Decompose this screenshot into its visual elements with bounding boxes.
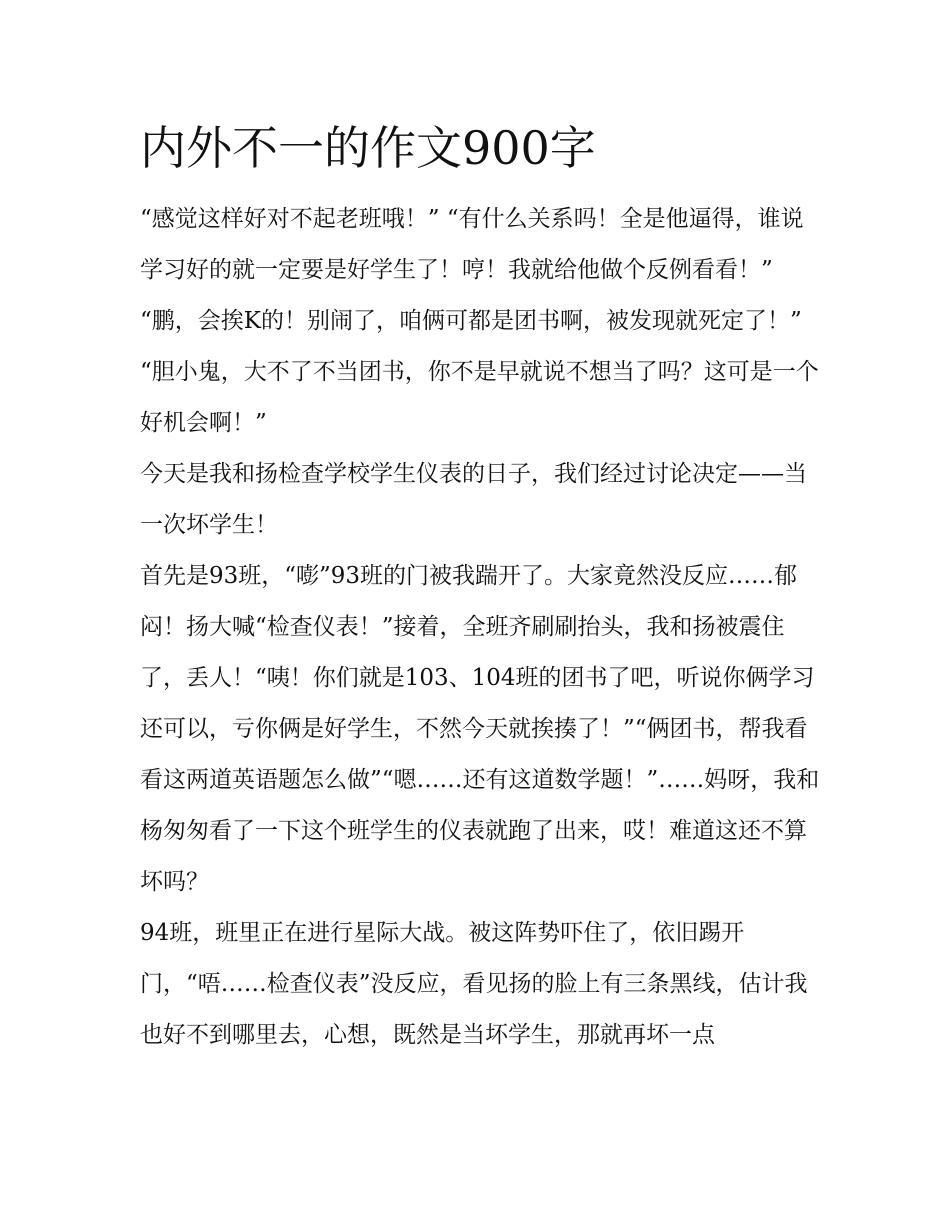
paragraph-5: 94班，班里正在进行星际大战。被这阵势吓住了，依旧踢开门，“唔……检查仪表”没反应，看见扬的脸上有三条黑线，估计我也好不到哪里去，心想，既然是当坏学生，那就再坏一点 [140,920,808,1048]
paragraph-3: 今天是我和扬检查学校学生仪表的日子，我们经过讨论决定——当一次坏学生！ [140,461,807,538]
paragraph-2: “鹏，会挨K的！别闹了，咱俩可都是团书啊，被发现就死定了！” “胆小鬼，大不了不当团书，你不是早就说不想当了吗？这可是一个好机会啊！” [140,308,819,436]
paragraph-4: 首先是93班，“嘭”93班的门被我踹开了。大家竟然没反应……郁闷！扬大喊“检查仪表！”接着，全班齐刷刷抬头，我和扬被震住了，丢人！“咦！你们就是103、104班的团书了吧，听说你俩学习还可以，亏你俩是好学生，不然今天就挨揍了！”“俩团书，帮我看看这两道英语题怎么做”“嗯……还有这道数学题！”……妈呀，我和杨匆匆看了一下这个班学生的仪表就跑了出来，哎！难道这还不算坏吗？ [140,563,820,895]
document-page [140,108,820,1061]
paragraph-1: “感觉这样好对不起老班哦！” “有什么关系吗！全是他逼得，谁说学习好的就一定要是好学生了！哼！我就给他做个反例看看！” [140,206,804,283]
document-title: 内外不一的作文900字 [140,121,596,175]
